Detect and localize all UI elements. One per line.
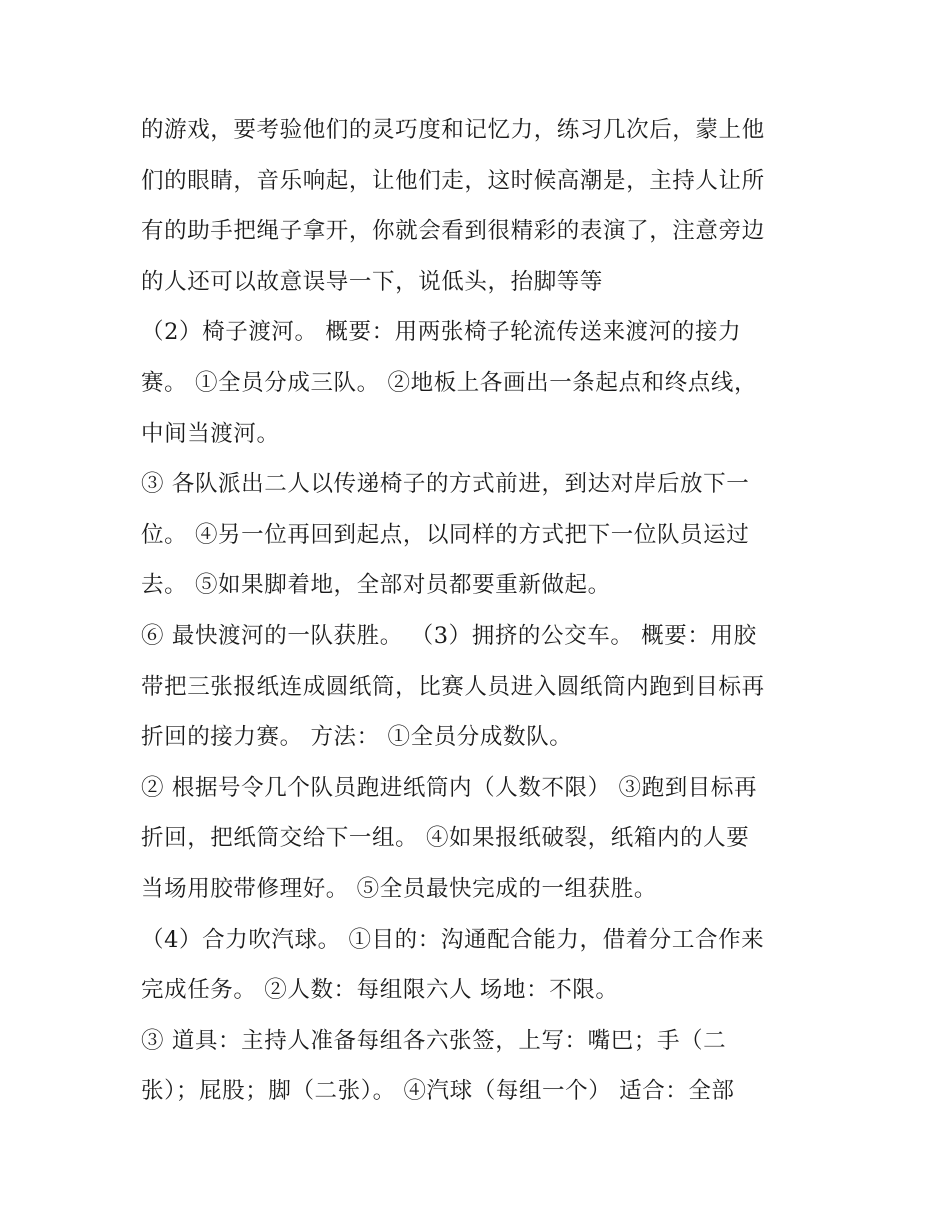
text-line: 折回的接力赛。 方法： ①全员分成数队。 — [141, 724, 573, 751]
text-line: 中间当渡河。 — [141, 420, 280, 447]
document-body — [141, 105, 813, 1117]
text-line: 们的眼睛，音乐响起，让他们走，这时候高潮是，主持人让所 — [141, 167, 765, 194]
text-line: 完成任务。 ②人数：每组限六人 场地：不限。 — [141, 977, 619, 1004]
text-line: 位。 ④另一位再回到起点，以同样的方式把下一位队员运过 — [141, 521, 750, 548]
text-line: 折回，把纸筒交给下一组。 ④如果报纸破裂，纸箱内的人要 — [141, 825, 750, 852]
text-line: ② 根据号令几个队员跑进纸筒内（人数不限） ③跑到目标再 — [141, 774, 758, 801]
text-line: ⑥ 最快渡河的一队获胜。 （3）拥挤的公交车。 概要：用胶 — [141, 622, 757, 649]
text-line: 赛。 ①全员分成三队。 ②地板上各画出一条起点和终点线， — [141, 369, 758, 396]
text-line: （4）合力吹汽球。 ①目的：沟通配合能力，借着分工合作来 — [141, 926, 765, 953]
text-line: 当场用胶带修理好。 ⑤全员最快完成的一组获胜。 — [141, 875, 657, 902]
text-line: 的人还可以故意误导一下，说低头，抬脚等等 — [141, 268, 604, 295]
text-line: 去。 ⑤如果脚着地，全部对员都要重新做起。 — [141, 572, 611, 599]
text-line: ③ 道具：主持人准备每组各六张签，上写：嘴巴；手（二 — [141, 1027, 727, 1054]
text-line: 张）；屁股；脚（二张）。 ④汽球（每组一个） 适合：全部 — [141, 1078, 735, 1105]
text-line: （2）椅子渡河。 概要：用两张椅子轮流传送来渡河的接力 — [141, 319, 742, 346]
text-line: 有的助手把绳子拿开，你就会看到很精彩的表演了，注意旁边 — [141, 218, 765, 245]
text-line: ③ 各队派出二人以传递椅子的方式前进，到达对岸后放下一 — [141, 471, 750, 498]
text-line: 的游戏，要考验他们的灵巧度和记忆力，练习几次后，蒙上他 — [141, 117, 765, 143]
text-line: 带把三张报纸连成圆纸筒，比赛人员进入圆纸筒内跑到目标再 — [141, 673, 765, 700]
